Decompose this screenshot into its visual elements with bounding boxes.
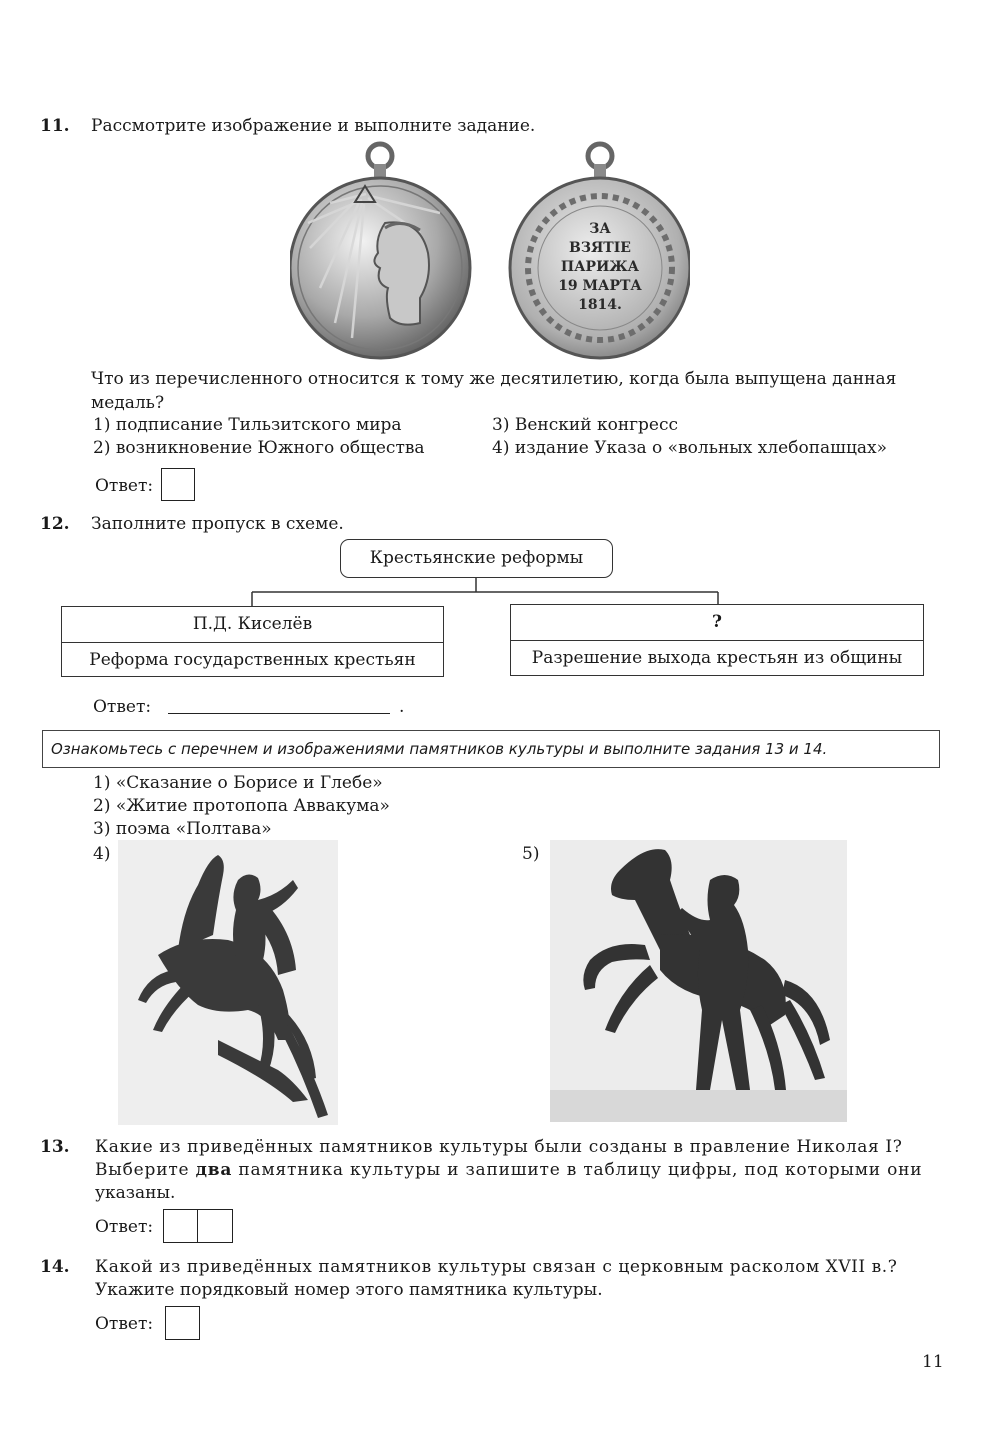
option-text: возникновение Южного общества	[115, 438, 425, 458]
q14-answer-label: Ответ:	[95, 1314, 154, 1334]
scheme-left-head: П.Д. Киселёв	[192, 614, 313, 634]
medal-reverse-line2: ВЗЯТІЕ	[569, 240, 631, 256]
monument-text: «Житие протопопа Аввакума»	[115, 796, 390, 816]
option-label: 2)	[93, 438, 111, 458]
scheme-left-box	[61, 606, 444, 677]
medal-reverse-line5: 1814.	[578, 297, 622, 313]
q12-prompt: Заполните пропуск в схеме.	[91, 514, 344, 534]
scheme-right-body: Разрешение выхода крестьян из общины	[531, 648, 903, 668]
q13-line2-post: памятника культуры и запишите в таблицу цифры, под которыми они	[238, 1160, 923, 1180]
option-label: 4)	[492, 438, 510, 458]
q13-line1: Какие из приведённых памятников культуры были созданы в правление Николая I?	[95, 1137, 903, 1157]
q13-answer-box-1[interactable]	[163, 1209, 199, 1243]
instructions-text: Ознакомьтесь с перечнем и изображениями памятников культуры и выполните задания 13 и 14.	[51, 740, 828, 758]
monument-5-label: 5)	[522, 844, 540, 864]
monument-label: 2)	[93, 796, 111, 816]
scheme-right-divider	[511, 640, 923, 641]
q12-answer-label: Ответ:	[93, 697, 152, 717]
q14-number: 14.	[40, 1257, 70, 1277]
q12-answer-line[interactable]	[168, 713, 390, 714]
option-text: подписание Тильзитского мира	[115, 415, 402, 435]
q11-question-line2: медаль?	[91, 393, 165, 413]
q13-line3: указаны.	[95, 1183, 176, 1203]
q12-answer-end: .	[399, 697, 405, 717]
monument-text: «Сказание о Борисе и Глебе»	[115, 773, 383, 793]
monument-label: 3)	[93, 819, 111, 839]
q13-line2-pre: Выберите	[95, 1160, 190, 1180]
q12-number: 12.	[40, 514, 70, 534]
scheme-root	[340, 539, 613, 578]
instructions-box	[42, 730, 940, 768]
monument-1	[93, 772, 383, 794]
option-text: издание Указа о «вольных хлебопашцах»	[514, 438, 888, 458]
monument-3	[93, 818, 272, 840]
option-label: 1)	[93, 415, 111, 435]
scheme-right-box	[510, 604, 924, 676]
q11-answer-label: Ответ:	[95, 476, 154, 496]
monument-4-label: 4)	[93, 844, 111, 864]
q11-number: 11.	[40, 116, 70, 136]
option-label: 3)	[492, 415, 510, 435]
medal-reverse-line1: ЗА	[589, 221, 611, 237]
medal-reverse-line4: 19 МАРТА	[558, 278, 642, 294]
q13-line2	[95, 1159, 922, 1181]
q13-line2-bold: два	[195, 1160, 233, 1180]
q14-line2: Укажите порядковый номер этого памятника культуры.	[95, 1280, 603, 1300]
q13-answer-label: Ответ:	[95, 1217, 154, 1237]
monument-4-photo	[118, 840, 338, 1125]
medal-reverse-line3: ПАРИЖА	[560, 259, 640, 275]
scheme-left-body: Реформа государственных крестьян	[89, 650, 416, 670]
option-text: Венский конгресс	[514, 415, 679, 435]
q11-prompt: Рассмотрите изображение и выполните задание.	[91, 116, 536, 136]
scheme-left-divider	[62, 642, 443, 643]
q14-line1: Какой из приведённых памятников культуры связан с церковным расколом XVII в.?	[95, 1257, 898, 1277]
monument-2	[93, 795, 390, 817]
scheme-right-head: ?	[712, 612, 722, 632]
scheme-root-text: Крестьянские реформы	[369, 548, 584, 568]
monument-text: поэма «Полтава»	[115, 819, 272, 839]
q13-number: 13.	[40, 1137, 70, 1157]
page-number: 11	[922, 1352, 944, 1372]
q11-question-line1: Что из перечисленного относится к тому же десятилетию, когда была выпущена данная	[91, 369, 897, 389]
monument-5-photo	[550, 840, 847, 1122]
monument-label: 1)	[93, 773, 111, 793]
q13-answer-box-2[interactable]	[197, 1209, 233, 1243]
q14-answer-box[interactable]	[165, 1306, 200, 1340]
